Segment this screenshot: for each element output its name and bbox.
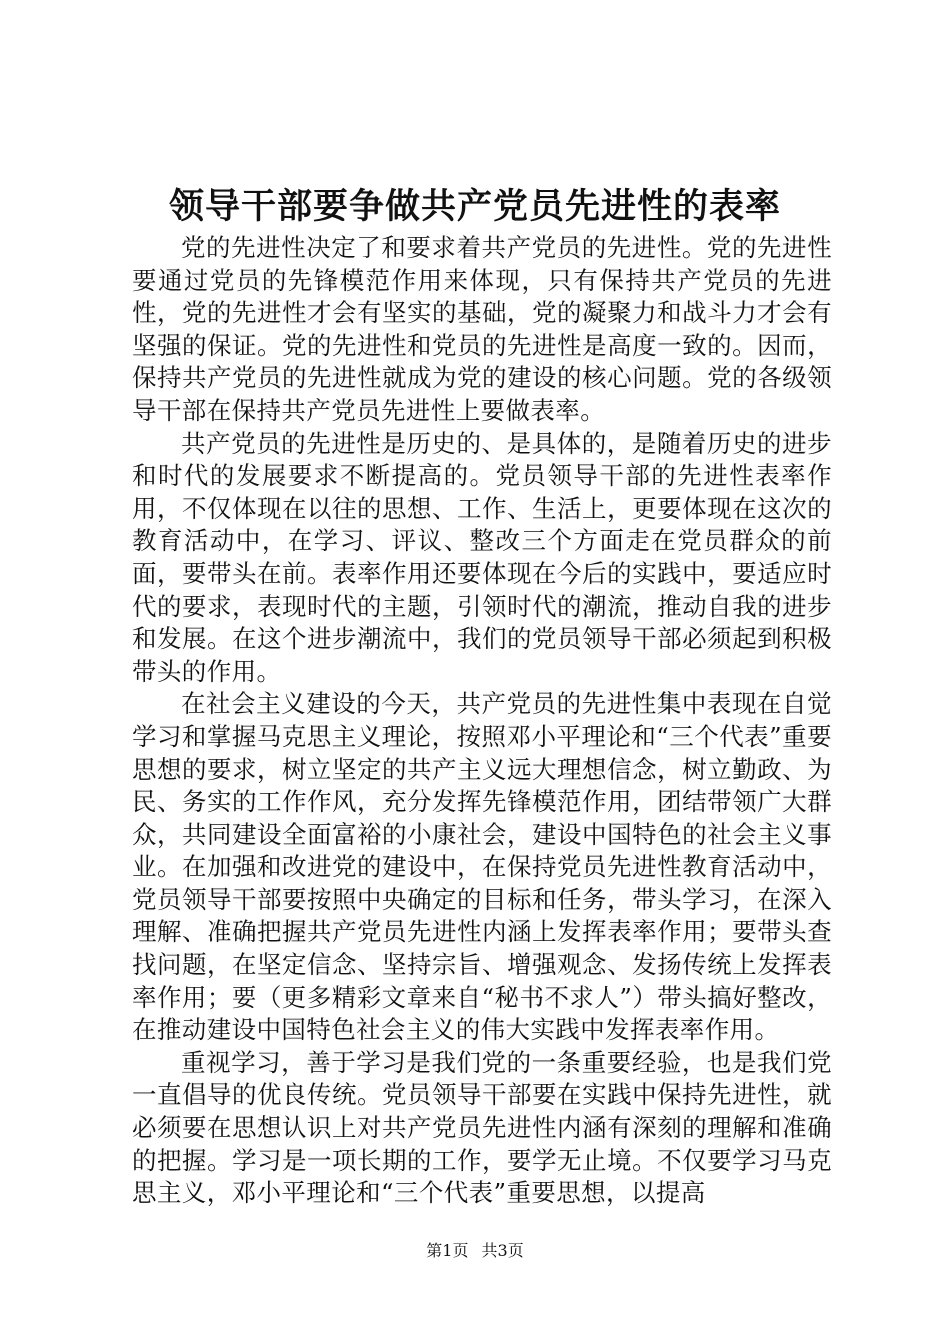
paragraph-1: 党的先进性决定了和要求着共产党员的先进性。党的先进性要通过党员的先锋模范作用来体现，只有保持共产党员的先进性，党的先进性才会有坚实的基础，党的凝聚力和战斗力才会有坚强的保证。党的先进性和党员的先进性是高度一致的。因而，保持共产党员的先进性就成为党的建设的核心问题。党的各级领导干部在保持共产党员先进性上要做表率。 (132, 233, 832, 425)
page-number: 第1页 (426, 1241, 469, 1260)
page-footer (0, 1240, 950, 1262)
page-total: 共3页 (481, 1241, 524, 1260)
paragraph-2: 共产党员的先进性是历史的、是具体的，是随着历史的进步和时代的发展要求不断提高的。党员领导干部的先进性表率作用，不仅体现在以往的思想、工作、生活上，更要体现在这次的教育活动中，在学习、评议、整改三个方面走在党员群众的前面，要带头在前。表率作用还要体现在今后的实践中，要适应时代的要求，表现时代的主题，引领时代的潮流，推动自我的进步和发展。在这个进步潮流中，我们的党员领导干部必须起到积极带头的作用。 (132, 428, 832, 686)
paragraph-3: 在社会主义建设的今天，共产党员的先进性集中表现在自觉学习和掌握马克思主义理论，按照邓小平理论和“三个代表”重要思想的要求，树立坚定的共产主义远大理想信念，树立勤政、为民、务实的工作作风，充分发挥先锋模范作用，团结带领广大群众，共同建设全面富裕的小康社会，建设中国特色的社会主义事业。在加强和改进党的建设中，在保持党员先进性教育活动中，党员领导干部要按照中央确定的目标和任务，带头学习，在深入理解、准确把握共产党员先进性内涵上发挥表率作用；要带头查找问题，在坚定信念、坚持宗旨、增强观念、发扬传统上发挥表率作用；要（更多精彩文章来自“秘书不求人”）带头搞好整改，在推动建设中国特色社会主义的伟大实践中发挥表率作用。 (132, 689, 832, 1045)
document-title: 领导干部要争做共产党员先进性的表率 (168, 186, 781, 227)
paragraph-4: 重视学习，善于学习是我们党的一条重要经验，也是我们党一直倡导的优良传统。党员领导干部要在实践中保持先进性，就必须要在思想认识上对共产党员先进性内涵有深刻的理解和准确的把握。学习是一项长期的工作，要学无止境。不仅要学习马克思主义，邓小平理论和“三个代表”重要思想，以提高 (132, 1047, 832, 1208)
document-body (132, 232, 832, 1210)
